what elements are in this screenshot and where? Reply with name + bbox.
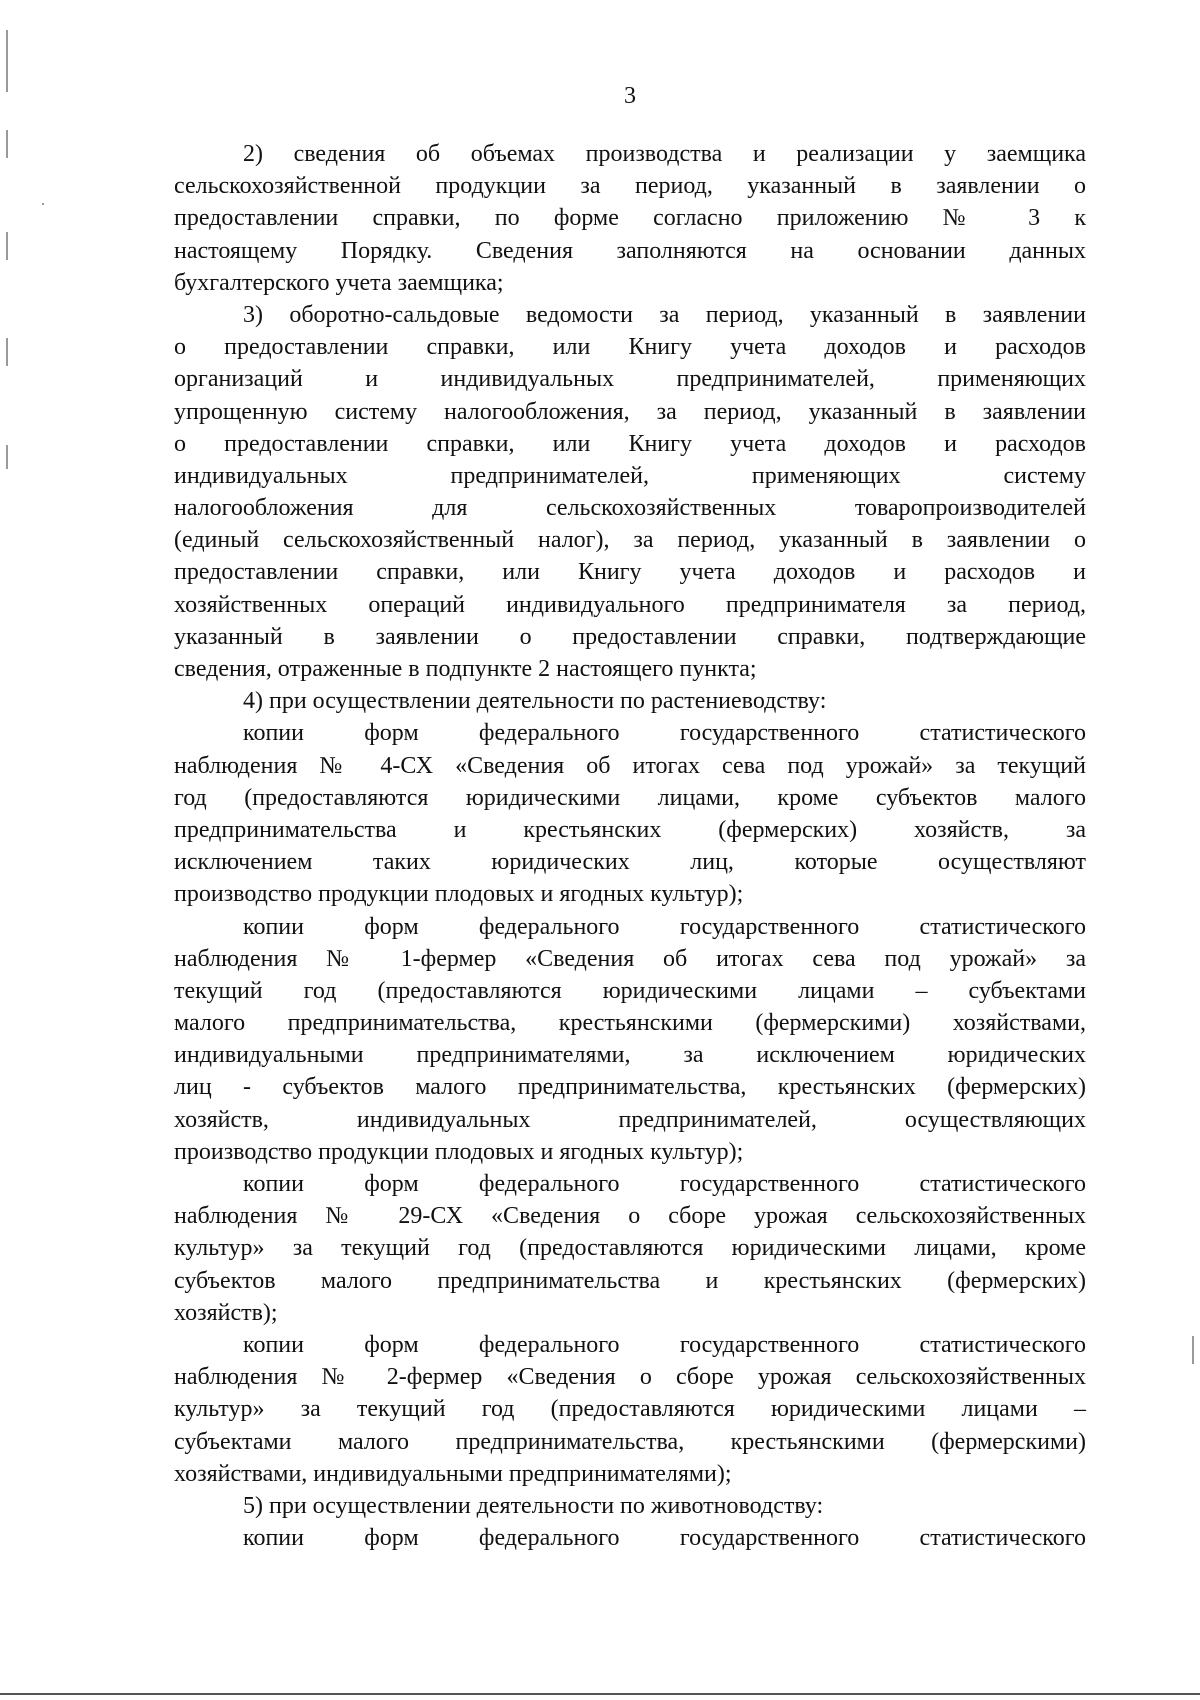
text-line: культур» за текущий год (предоставляются юридическими лицами – bbox=[174, 1396, 1086, 1423]
text-line: настоящему Порядку. Сведения заполняются на основании данных bbox=[174, 237, 1086, 264]
text-line: копии форм федерального государственного статистического bbox=[243, 1525, 1086, 1552]
text-line: малого предпринимательства, крестьянскими (фермерскими) хозяйствами, bbox=[174, 1010, 1086, 1037]
text-line: о предоставлении справки, или Книгу учета доходов и расходов bbox=[174, 334, 1086, 361]
text-line: наблюдения № 29-СХ «Сведения о сборе урожая сельскохозяйственных bbox=[174, 1203, 1086, 1230]
text-line: указанный в заявлении о предоставлении справки, подтверждающие bbox=[174, 623, 1086, 650]
text-line: копии форм федерального государственного статистического bbox=[243, 1331, 1086, 1358]
text-line: субъектов малого предпринимательства и крестьянских (фермерских) bbox=[174, 1267, 1086, 1294]
text-line: исключением таких юридических лиц, которые осуществляют bbox=[174, 849, 1086, 876]
text-line: наблюдения № 2-фермер «Сведения о сборе урожая сельскохозяйственных bbox=[174, 1364, 1086, 1391]
text-line: текущий год (предоставляются юридическими лицами – субъектами bbox=[174, 977, 1086, 1004]
right-edge-scan-mark bbox=[1192, 1336, 1194, 1364]
text-line: 3) оборотно-сальдовые ведомости за период, указанный в заявлении bbox=[243, 301, 1086, 328]
text-line: бухгалтерского учета заемщика; bbox=[174, 269, 504, 296]
text-line: наблюдения № 1-фермер «Сведения об итогах сева под урожай» за bbox=[174, 945, 1086, 972]
text-line: копии форм федерального государственного статистического bbox=[243, 913, 1086, 940]
text-line: хозяйств, индивидуальных предпринимателей, осуществляющих bbox=[174, 1106, 1086, 1133]
left-edge-scan-mark bbox=[42, 203, 44, 205]
text-line: 5) при осуществлении деятельности по животноводству: bbox=[243, 1492, 824, 1519]
text-line: предпринимательства и крестьянских (фермерских) хозяйств, за bbox=[174, 816, 1086, 843]
text-line: предоставлении справки, по форме согласно приложению № 3 к bbox=[174, 205, 1086, 232]
text-line: предоставлении справки, или Книгу учета доходов и расходов и bbox=[174, 559, 1086, 586]
document-body bbox=[174, 138, 1086, 1554]
text-line: производство продукции плодовых и ягодных культур); bbox=[174, 1138, 744, 1165]
text-line: упрощенную систему налогообложения, за период, указанный в заявлении bbox=[174, 398, 1086, 425]
text-line: (единый сельскохозяйственный налог), за период, указанный в заявлении о bbox=[174, 527, 1086, 554]
text-line: наблюдения № 4-СХ «Сведения об итогах сева под урожай» за текущий bbox=[174, 752, 1086, 779]
page-number: 3 bbox=[624, 83, 636, 109]
left-edge-scan-mark bbox=[6, 232, 8, 260]
text-line: 2) сведения об объемах производства и реализации у заемщика bbox=[243, 141, 1086, 167]
text-line: налогообложения для сельскохозяйственных товаропроизводителей bbox=[174, 495, 1086, 522]
text-line: 4) при осуществлении деятельности по растениеводству: bbox=[243, 688, 827, 715]
text-line: субъектами малого предпринимательства, крестьянскими (фермерскими) bbox=[174, 1428, 1086, 1455]
text-line: копии форм федерального государственного статистического bbox=[243, 1171, 1086, 1197]
left-edge-scan-mark bbox=[6, 338, 8, 366]
text-line: организаций и индивидуальных предпринимателей, применяющих bbox=[174, 366, 1086, 393]
left-edge-scan-mark bbox=[6, 445, 8, 469]
text-line: индивидуальных предпринимателей, применяющих систему bbox=[174, 462, 1086, 489]
text-line: сведения, отраженные в подпункте 2 настоящего пункта; bbox=[174, 656, 757, 682]
text-line: копии форм федерального государственного статистического bbox=[243, 720, 1086, 747]
text-line: индивидуальными предпринимателями, за исключением юридических bbox=[174, 1042, 1086, 1069]
text-line: сельскохозяйственной продукции за период, указанный в заявлении о bbox=[174, 173, 1086, 200]
text-line: хозяйствами, индивидуальными предпринимателями); bbox=[174, 1460, 732, 1487]
text-line: культур» за текущий год (предоставляются юридическими лицами, кроме bbox=[174, 1235, 1086, 1262]
text-line: о предоставлении справки, или Книгу учета доходов и расходов bbox=[174, 430, 1086, 457]
text-line: хозяйств); bbox=[174, 1299, 278, 1326]
left-edge-scan-mark bbox=[6, 130, 8, 158]
text-line: год (предоставляются юридическими лицами, кроме субъектов малого bbox=[174, 784, 1086, 811]
text-line: хозяйственных операций индивидуального предпринимателя за период, bbox=[174, 591, 1086, 618]
bottom-scan-edge bbox=[0, 1693, 1200, 1695]
text-line: производство продукции плодовых и ягодных культур); bbox=[174, 881, 744, 908]
text-line: лиц - субъектов малого предпринимательства, крестьянских (фермерских) bbox=[174, 1074, 1086, 1101]
